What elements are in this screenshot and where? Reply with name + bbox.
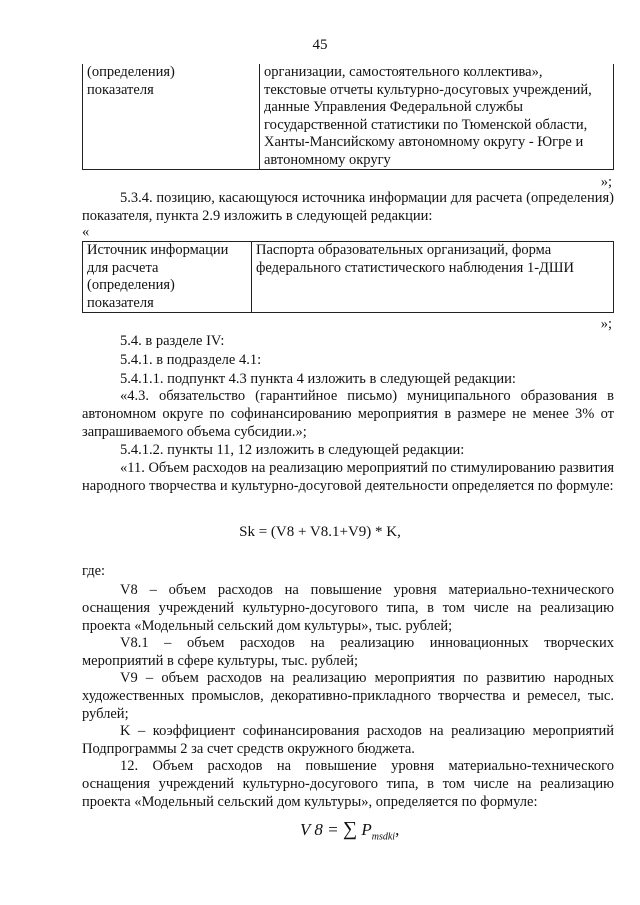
paragraph-4-3: «4.3. обязательство (гарантийное письмо) муниципального образования в автономном округе по софинансированию мероприятия в размере не менее 3% от запрашиваемого объема субсидии.»; bbox=[82, 388, 614, 440]
formula-sk: Sk = (V8 + V8.1+V9) * K, bbox=[239, 524, 401, 540]
formula-v8: V 8 = ∑ $P_{msdki}$, bbox=[300, 818, 400, 843]
line-5-4-1-1: 5.4.1.1. подпункт 4.3 пункта 4 изложить в следующей редакции: bbox=[120, 371, 516, 387]
paragraph-v8-1: V8.1 – объем расходов на реализацию инновационных творческих мероприятий в сфере культуры, тыс. рублей; bbox=[82, 635, 614, 669]
line-5-4: 5.4. в разделе IV: bbox=[120, 333, 225, 349]
line-5-4-1-2: 5.4.1.2. пункты 11, 12 изложить в следующей редакции: bbox=[120, 442, 465, 458]
opening-quote: « bbox=[82, 224, 90, 240]
closing-quote: »; bbox=[600, 174, 612, 190]
paragraph-11: «11. Объем расходов на реализацию мероприятий по стимулированию развития народного творчества и культурно-досуговой деятельности определяется по формуле: bbox=[82, 460, 614, 494]
closing-quote: »; bbox=[600, 316, 612, 332]
where-label: где: bbox=[82, 563, 106, 579]
paragraph-k: K – коэффициент софинансирования расходов на реализацию мероприятий Подпрограммы 2 за счет средств окружного бюджета. bbox=[82, 723, 614, 757]
paragraph-v9: V9 – объем расходов на реализацию мероприятия по развитию народных художественных промыслов, декоративно-прикладного творчества и ремесел, тыс. рублей; bbox=[82, 670, 614, 722]
paragraph-v8: V8 – объем расходов на повышение уровня материально-технического оснащения учреждений культурно-досугового типа, в том числе на реализацию проекта «Модельный сельский дом культуры», тыс. рублей; bbox=[82, 582, 614, 634]
line-5-4-1: 5.4.1. в подразделе 4.1: bbox=[120, 352, 262, 368]
table-cell-value: организации, самостоятельного коллектива», текстовые отчеты культурно-досуговых учреждений, данные Управления Федеральной службы государственной статистики по Тюменской области, Ханты-Мансийскому автономному округу - Югре и автономному округу bbox=[260, 64, 614, 170]
paragraph-12: 12. Объем расходов на повышение уровня материально-технического оснащения учреждений культурно-досугового типа, в том числе на реализацию проекта «Модельный сельский дом культуры», определяется по формуле: bbox=[82, 758, 614, 810]
table-cell-label: Источник информации для расчета (определения) показателя bbox=[83, 242, 252, 313]
table-continuation bbox=[82, 64, 614, 170]
table-row bbox=[83, 242, 614, 313]
sum-symbol: ∑ bbox=[342, 818, 358, 840]
table-cell-label: (определения) показателя bbox=[83, 64, 260, 170]
table-source-info bbox=[82, 241, 614, 313]
table-row bbox=[83, 64, 614, 170]
page-number: 45 bbox=[312, 37, 328, 53]
table-cell-value: Паспорта образовательных организаций, форма федерального статистического наблюдения 1-ДШИ bbox=[252, 242, 614, 313]
paragraph-5-3-4: 5.3.4. позицию, касающуюся источника информации для расчета (определения) показателя, пункта 2.9 изложить в следующей редакции: bbox=[82, 190, 614, 224]
